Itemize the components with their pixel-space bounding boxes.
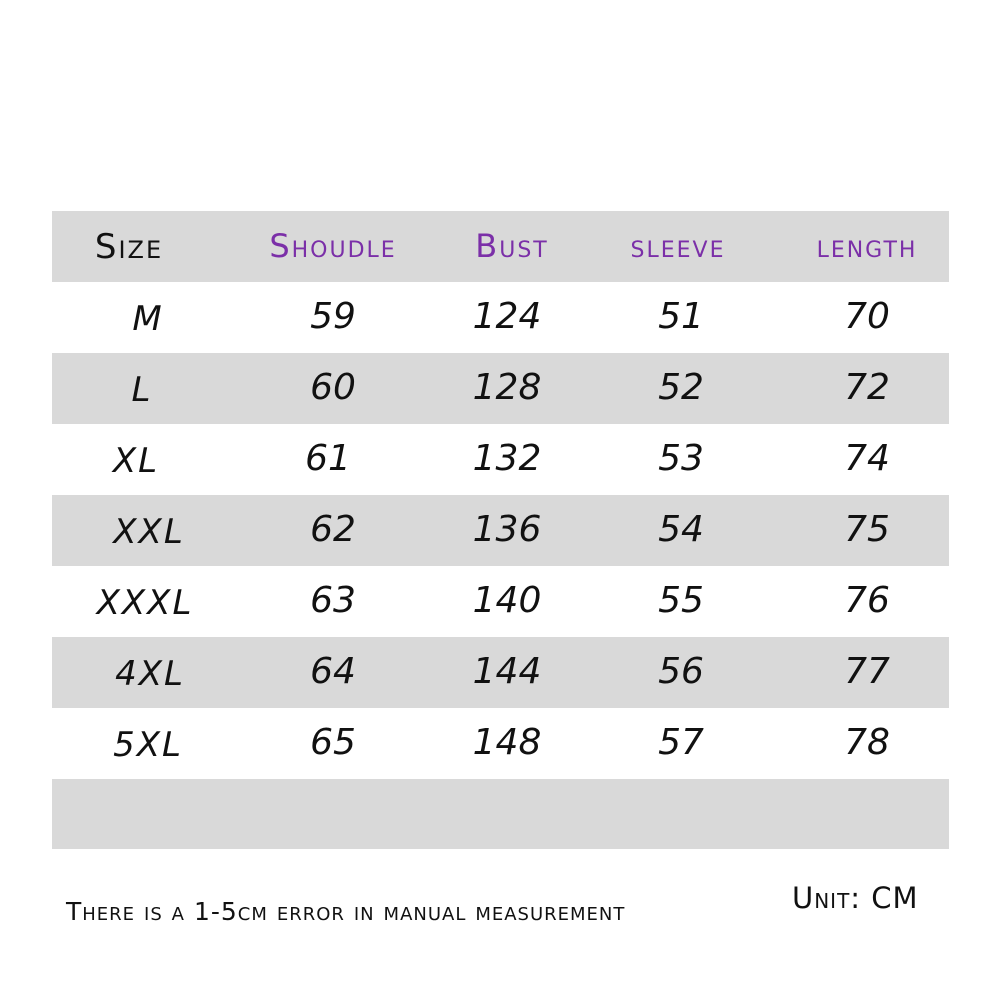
- size-chart-table: [52, 211, 949, 849]
- bust-value: 124: [472, 296, 542, 337]
- shoulder-value: 64: [310, 651, 356, 692]
- size-label: M: [132, 299, 164, 339]
- sleeve-value: 55: [658, 580, 704, 621]
- length-value: 75: [844, 509, 890, 550]
- header-sleeve: sleeve: [630, 227, 726, 265]
- bust-value: 144: [472, 651, 542, 692]
- sleeve-value: 56: [658, 651, 704, 692]
- table-row: [52, 637, 949, 708]
- bust-value: 140: [472, 580, 542, 621]
- shoulder-value: 61: [305, 438, 351, 479]
- sleeve-value: 57: [658, 722, 704, 763]
- header-length: length: [816, 227, 918, 265]
- header-shoulder: Shoudle: [269, 227, 397, 265]
- empty-table-row: [52, 779, 949, 849]
- table-row: [52, 353, 949, 424]
- sleeve-value: 51: [658, 296, 704, 337]
- size-label: 5XL: [113, 725, 183, 765]
- shoulder-value: 59: [310, 296, 356, 337]
- length-value: 76: [844, 580, 890, 621]
- sleeve-value: 52: [658, 367, 704, 408]
- table-row: [52, 566, 949, 637]
- shoulder-value: 63: [310, 580, 356, 621]
- table-row: [52, 424, 949, 495]
- size-label: 4XL: [115, 654, 185, 694]
- unit-label: Unit: CM: [792, 881, 919, 915]
- size-label: XL: [112, 441, 160, 481]
- length-value: 74: [844, 438, 890, 479]
- length-value: 72: [844, 367, 890, 408]
- shoulder-value: 60: [310, 367, 356, 408]
- table-row: [52, 282, 949, 353]
- header-bust: Bust: [475, 227, 549, 265]
- table-row: [52, 708, 949, 779]
- bust-value: 128: [472, 367, 542, 408]
- size-label: XXL: [113, 512, 185, 552]
- table-row: [52, 495, 949, 566]
- length-value: 78: [844, 722, 890, 763]
- length-value: 70: [844, 296, 890, 337]
- length-value: 77: [844, 651, 890, 692]
- bust-value: 136: [472, 509, 542, 550]
- sleeve-value: 54: [658, 509, 704, 550]
- sleeve-value: 53: [658, 438, 704, 479]
- bust-value: 148: [472, 722, 542, 763]
- size-label: XXXL: [96, 583, 194, 623]
- size-label: L: [131, 370, 153, 410]
- header-size: Size: [94, 227, 164, 267]
- shoulder-value: 65: [310, 722, 356, 763]
- bust-value: 132: [472, 438, 542, 479]
- table-header-row: [52, 211, 949, 282]
- measurement-note: There is a 1-5cm error in manual measurement: [66, 897, 626, 926]
- shoulder-value: 62: [310, 509, 356, 550]
